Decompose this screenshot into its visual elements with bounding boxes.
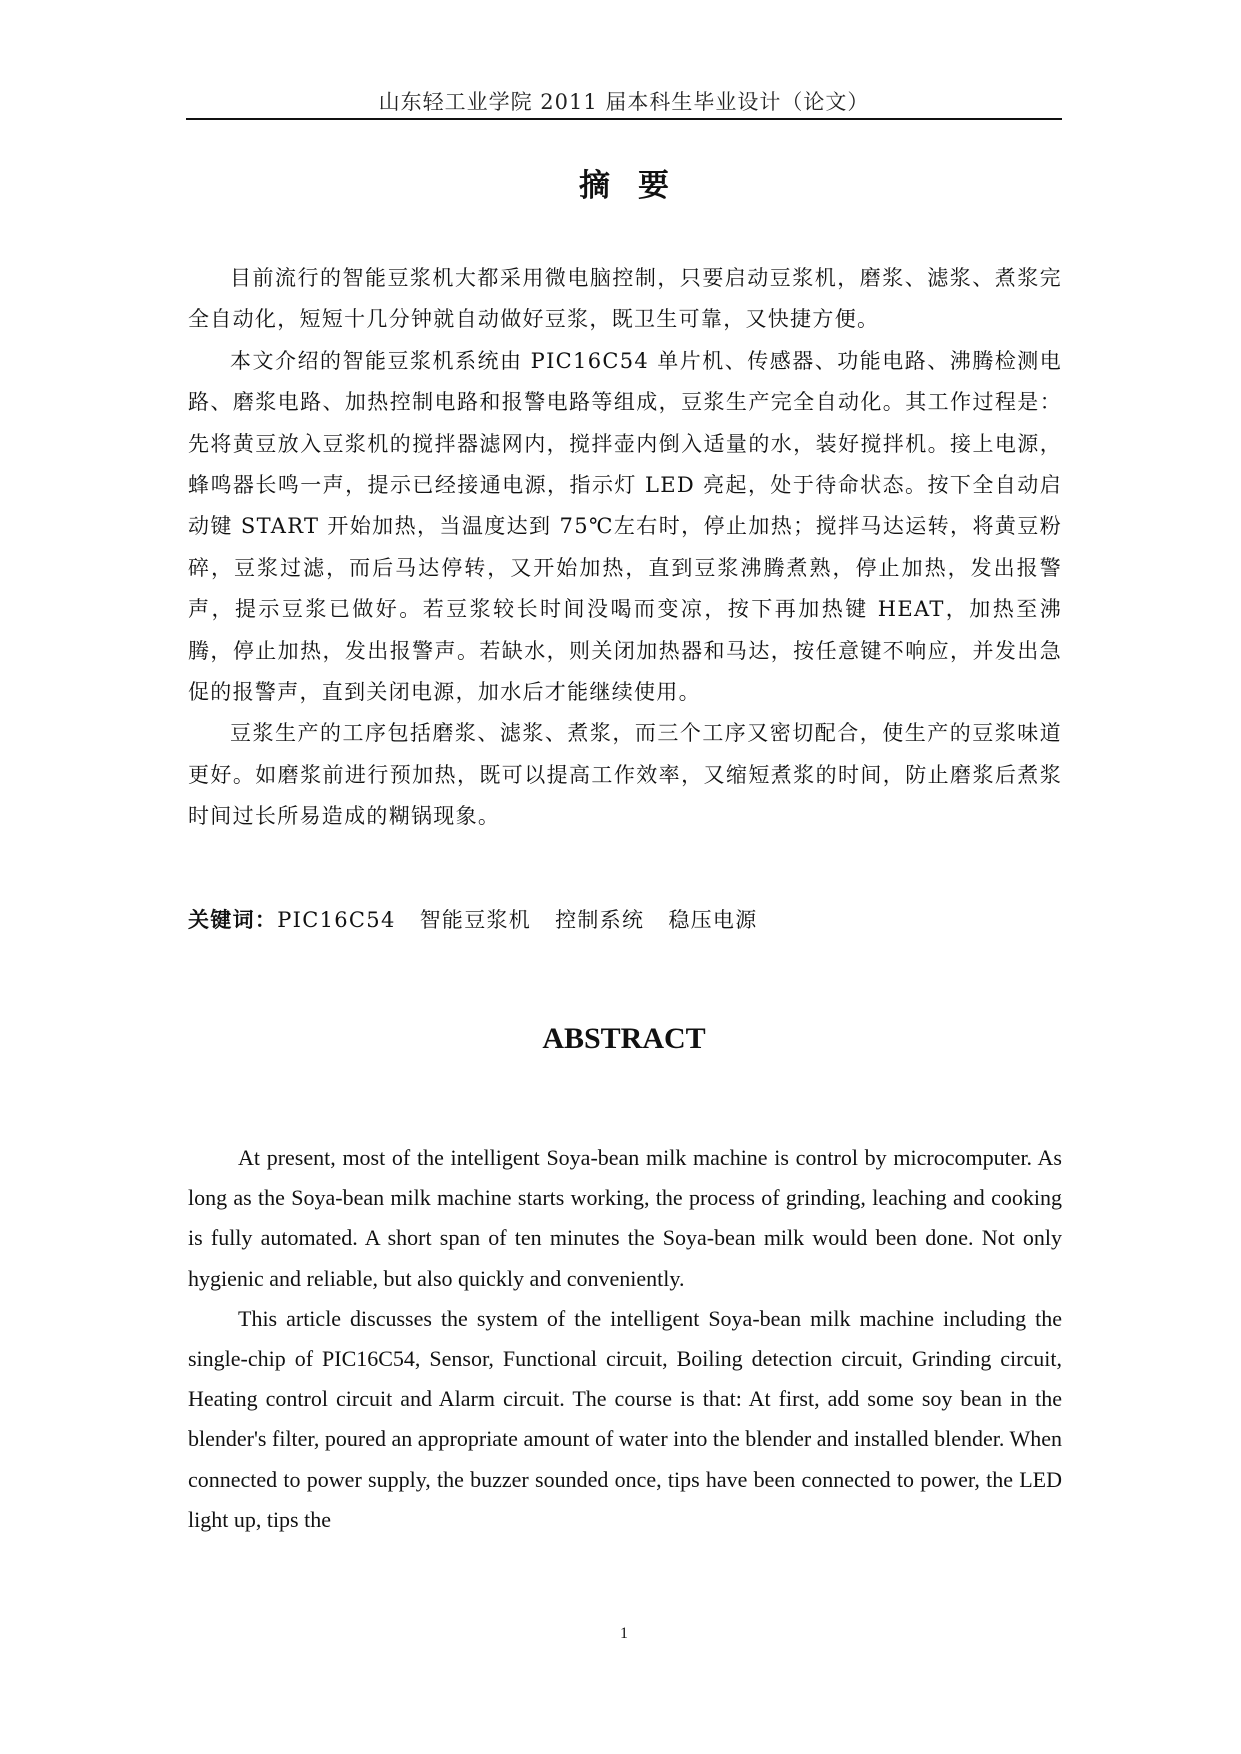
english-abstract-title: ABSTRACT [542, 1022, 706, 1055]
english-abstract-paragraph: This article discusses the system of the intelligent Soya-bean milk machine including the single-chip of PIC16C54, Sensor, Functional circuit, Boiling detection circuit, Grinding circuit, Heating control circuit and Alarm circuit. The course is that: At first, add some soy bean in the blender's filter, poured an appropriate amount of water into the blender and installed blender. When connected to power supply, the buzzer sounded once, tips have been connected to power, the LED light up, tips the [188, 1305, 1062, 1532]
chinese-abstract-paragraph: 目前流行的智能豆浆机大都采用微电脑控制，只要启动豆浆机，磨浆、滤浆、煮浆完全自动化，短短十几分钟就自动做好豆浆，既卫生可靠，又快捷方便。 [188, 266, 1062, 332]
keyword-item: 稳压电源 [668, 908, 758, 932]
english-abstract-body [188, 1138, 1062, 1540]
running-header: 山东轻工业学院 2011 届本科生毕业设计（论文） [378, 90, 870, 114]
chinese-abstract-body [188, 258, 1062, 838]
keywords-label: 关键词： [188, 908, 278, 932]
keyword-item: 控制系统 [555, 908, 645, 932]
header-rule [186, 118, 1062, 120]
chinese-abstract-title: 摘要 [579, 168, 697, 204]
keyword-item: PIC16C54 [277, 908, 396, 932]
keywords-line [188, 900, 1062, 941]
chinese-abstract-paragraph: 本文介绍的智能豆浆机系统由 PIC16C54 单片机、传感器、功能电路、沸腾检测电路、磨浆电路、加热控制电路和报警电路等组成，豆浆生产完全自动化。其工作过程是：先将黄豆放入豆浆机的搅拌器滤网内，搅拌壶内倒入适量的水，装好搅拌机。接上电源，蜂鸣器长鸣一声，提示已经接通电源，指示灯 LED 亮起，处于待命状态。按下全自动启动键 START 开始加热，当温度达到 75℃左右时，停止加热；搅拌马达运转，将黄豆粉碎，豆浆过滤，而后马达停转，又开始加热，直到豆浆沸腾煮熟，停止加热，发出报警声，提示豆浆已做好。若豆浆较长时间没喝而变凉，按下再加热键 HEAT，加热至沸腾，停止加热，发出报警声。若缺水，则关闭加热器和马达，按任意键不响应，并发出急促的报警声，直到关闭电源，加水后才能继续使用。 [188, 348, 1062, 705]
english-abstract-paragraph: At present, most of the intelligent Soya-bean milk machine is control by microcomputer. As long as the Soya-bean milk machine starts working, the process of grinding, leaching and cooking is fully automated. A short span of ten minutes the Soya-bean milk would been done. Not only hygienic and reliable, but also quickly and conveniently. [188, 1145, 1062, 1291]
chinese-abstract-paragraph: 豆浆生产的工序包括磨浆、滤浆、煮浆，而三个工序又密切配合，使生产的豆浆味道更好。如磨浆前进行预加热，既可以提高工作效率，又缩短煮浆的时间，防止磨浆后煮浆时间过长所易造成的糊锅现象。 [188, 721, 1062, 829]
keyword-item: 智能豆浆机 [419, 908, 532, 932]
page-number: 1 [620, 1625, 628, 1642]
